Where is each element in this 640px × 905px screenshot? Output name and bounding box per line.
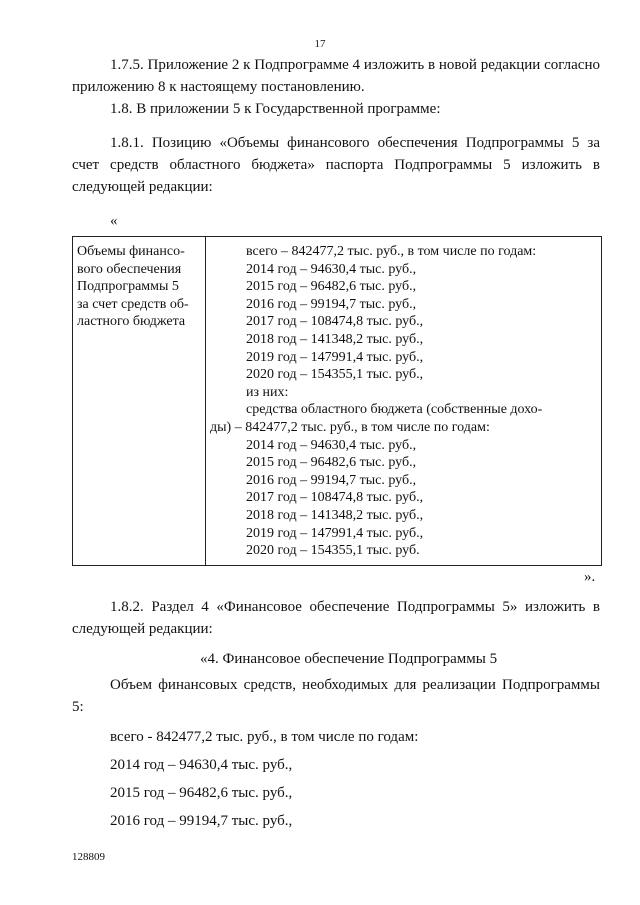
table-row bbox=[73, 237, 602, 566]
value-line: из них: bbox=[246, 384, 289, 400]
value-line: 2014 год – 94630,4 тыс. руб., bbox=[246, 261, 417, 277]
paragraph-1-8-1: 1.8.1. Позицию «Объемы финансового обеспечения Подпрограммы 5 за счет средств областного бюджета» паспорта Подпрограммы 5 изложить в следующей редакции: bbox=[72, 135, 600, 195]
value-line: 2020 год – 154355,1 тыс. руб., bbox=[246, 367, 424, 383]
closing-quote: ». bbox=[584, 569, 596, 585]
table-value-cell bbox=[206, 237, 602, 566]
value-line: 2018 год – 141348,2 тыс. руб., bbox=[246, 507, 424, 523]
document-code: 128809 bbox=[72, 851, 105, 863]
value-line: 2016 год – 99194,7 тыс. руб., bbox=[246, 472, 417, 488]
label-line: Объемы финансо- bbox=[77, 244, 185, 259]
year-line-2016: 2016 год – 99194,7 тыс. руб., bbox=[110, 813, 293, 829]
year-line-2014: 2014 год – 94630,4 тыс. руб., bbox=[110, 757, 293, 773]
paragraph-1-7-5: 1.7.5. Приложение 2 к Подпрограмме 4 изложить в новой редакции согласно приложению 8 к настоящему постановлению. bbox=[72, 57, 600, 95]
value-line: 2015 год – 96482,6 тыс. руб., bbox=[246, 455, 417, 471]
page-number: 17 bbox=[314, 38, 326, 50]
paragraph-volume: Объем финансовых средств, необходимых для реализации Подпрограммы 5: bbox=[72, 677, 600, 715]
value-line: 2018 год – 141348,2 тыс. руб., bbox=[246, 331, 424, 347]
value-line: 2019 год – 147991,4 тыс. руб., bbox=[246, 525, 424, 541]
value-line: 2017 год – 108474,8 тыс. руб., bbox=[246, 314, 424, 330]
value-line: 2014 год – 94630,4 тыс. руб., bbox=[246, 437, 417, 453]
value-line: 2015 год – 96482,6 тыс. руб., bbox=[246, 279, 417, 295]
label-line: вого обеспечения bbox=[77, 261, 182, 277]
value-line: 2020 год – 154355,1 тыс. руб. bbox=[246, 543, 420, 559]
label-line: Подпрограммы 5 bbox=[77, 279, 179, 295]
section-heading: «4. Финансовое обеспечение Подпрограммы 5 bbox=[200, 651, 498, 667]
value-line: средства областного бюджета (собственные дохо- bbox=[246, 402, 543, 418]
paragraph-1-8-2: 1.8.2. Раздел 4 «Финансовое обеспечение Подпрограммы 5» изложить в следующей редакции: bbox=[72, 599, 600, 637]
year-line-2015: 2015 год – 96482,6 тыс. руб., bbox=[110, 785, 293, 801]
value-line: 2017 год – 108474,8 тыс. руб., bbox=[246, 490, 424, 506]
value-line: ды) – 842477,2 тыс. руб., в том числе по годам: bbox=[210, 419, 490, 435]
paragraph-1-8: 1.8. В приложении 5 к Государственной программе: bbox=[110, 101, 441, 117]
passport-table bbox=[72, 236, 602, 566]
table-label-cell bbox=[73, 237, 206, 566]
label-line: за счет средств об- bbox=[77, 296, 189, 312]
opening-quote: « bbox=[110, 213, 118, 229]
label-line: ластного бюджета bbox=[77, 314, 186, 330]
total-line: всего - 842477,2 тыс. руб., в том числе по годам: bbox=[110, 729, 419, 745]
value-line: 2016 год – 99194,7 тыс. руб., bbox=[246, 296, 417, 312]
value-line: 2019 год – 147991,4 тыс. руб., bbox=[246, 349, 424, 365]
value-line: всего – 842477,2 тыс. руб., в том числе по годам: bbox=[246, 244, 537, 259]
